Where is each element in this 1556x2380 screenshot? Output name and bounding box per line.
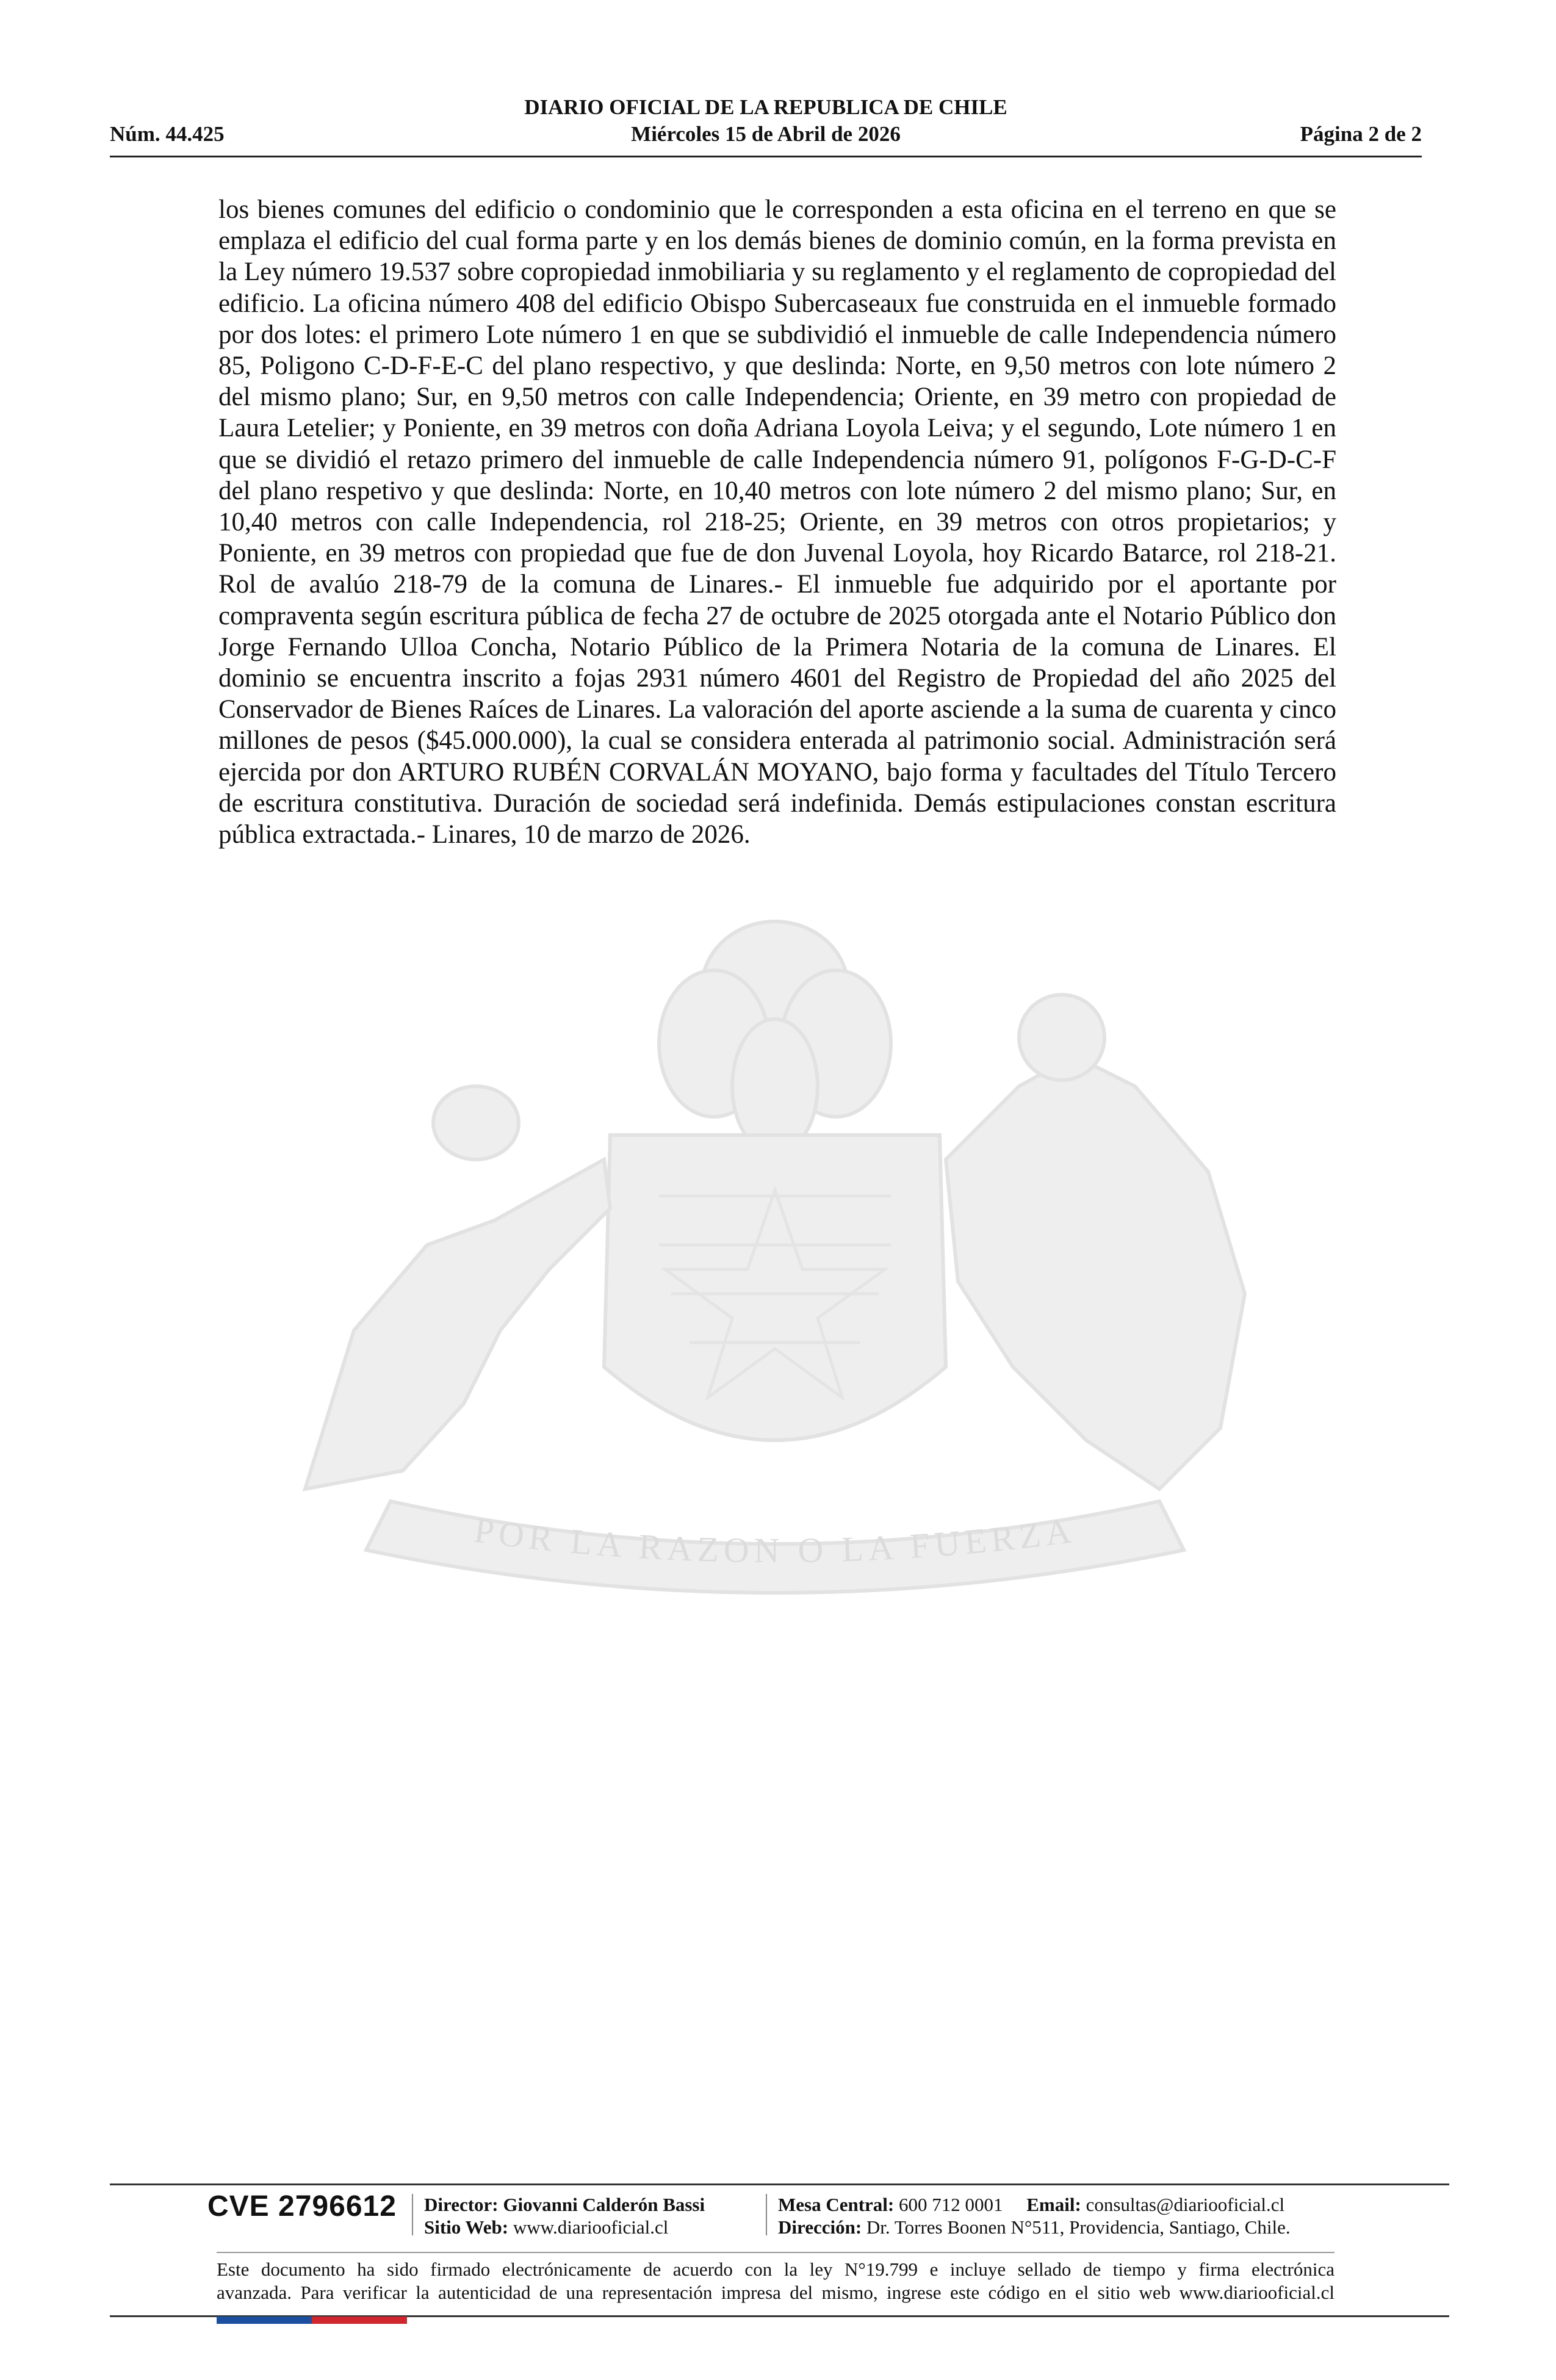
cve-code: CVE 2796612: [207, 2190, 397, 2223]
web-label: Sitio Web:: [424, 2216, 509, 2238]
page-number: Página 2 de 2: [1300, 122, 1422, 146]
footer-contact-block: [778, 2193, 1291, 2238]
footer-divider-top: [110, 2183, 1449, 2185]
page-header: [110, 92, 1422, 156]
phone-label: Mesa Central:: [778, 2194, 895, 2215]
coat-of-arms-watermark: [207, 903, 1342, 1672]
director-label: Director:: [424, 2194, 499, 2215]
flag-stripe-red: [312, 2317, 407, 2324]
address-value: Dr. Torres Boonen N°511, Providencia, Santiago, Chile.: [866, 2216, 1291, 2238]
legal-notice-line: Este documento ha sido firmado electrónicamente de acuerdo con la ley N°19.799 e incluye sellado de tiempo y firma electrónica: [217, 2259, 1334, 2280]
publication-title: DIARIO OFICIAL DE LA REPUBLICA DE CHILE: [524, 95, 1007, 119]
email-label: Email:: [1026, 2194, 1081, 2215]
footer-separator: [766, 2194, 767, 2235]
legal-notice-line: avanzada. Para verificar la autenticidad de una representación impresa del mismo, ingrese este código en el sitio web www.diariooficial.cl: [217, 2282, 1334, 2303]
email-link[interactable]: consultas@diariooficial.cl: [1086, 2194, 1285, 2215]
issue-date: Miércoles 15 de Abril de 2026: [631, 122, 901, 146]
legal-notice: [217, 2258, 1334, 2304]
footer-divider-mid: [217, 2252, 1334, 2253]
flag-stripe: [217, 2317, 407, 2324]
header-divider: [110, 156, 1422, 157]
footer-director-block: [424, 2193, 705, 2238]
address-label: Dirección:: [778, 2216, 862, 2238]
phone-number: 600 712 0001: [899, 2194, 1003, 2215]
watermark-motto: POR LA RAZON O LA FUERZA: [472, 1510, 1078, 1571]
website-link[interactable]: www.diariooficial.cl: [513, 2216, 669, 2238]
extract-body-text: los bienes comunes del edificio o condominio que le corresponden a esta oficina en el terreno en que se emplaza el edificio del cual forma parte y en los demás bienes de dominio común, en la forma prevista en la Ley número 19.537 sobre copropiedad inmobiliaria y su reglamento y el reglamento de copropiedad del edificio. La oficina número 408 del edificio Obispo Subercaseaux fue construida en el inmueble formado por dos lotes: el primero Lote número 1 en que se subdividió el inmueble de calle Independencia número 85, Poligono C-D-F-E-C del plano respectivo, y que deslinda: Norte, en 9,50 metros con lote número 2 del mismo plano; Sur, en 9,50 metros con calle Independencia; Oriente, en 39 metro con propiedad de Laura Letelier; y Poniente, en 39 metros con doña Adriana Loyola Leiva; y el segundo, Lote número 1 en que se dividió el retazo primero del inmueble de calle Independencia número 91, polígonos F-G-D-C-F del plano respetivo y que deslinda: Norte, en 10,40 metros con lote número 2 del mismo plano; Sur, en 10,40 metros con calle Independencia, rol 218-25; Oriente, en 39 metros con otros propietarios; y Poniente, en 39 metros con propiedad que fue de don Juvenal Loyola, hoy Ricardo Batarce, rol 218-21. Rol de avalúo 218-79 de la comuna de Linares.- El inmueble fue adquirido por el aportante por compraventa según escritura pública de fecha 27 de octubre de 2025 otorgada ante el Notario Público don Jorge Fernando Ulloa Concha, Notario Público de la Primera Notaria de la comuna de Linares. El dominio se encuentra inscrito a fojas 2931 número 4601 del Registro de Propiedad del año 2025 del Conservador de Bienes Raíces de Linares. La valoración del aporte asciende a la suma de cuarenta y cinco millones de pesos ($45.000.000), la cual se considera enterada al patrimonio social. Administración será ejercida por don ARTURO RUBÉN CORVALÁN MOYANO, bajo forma y facultades del Título Tercero de escritura constitutiva. Duración de sociedad será indefinida. Demás estipulaciones constan escritura pública extractada.- Linares, 10 de marzo de 2026.: [218, 195, 1336, 849]
issue-number: Núm. 44.425: [110, 122, 225, 146]
flag-stripe-blue: [217, 2317, 312, 2324]
director-name: Giovanni Calderón Bassi: [503, 2194, 705, 2215]
footer-separator: [412, 2194, 413, 2235]
